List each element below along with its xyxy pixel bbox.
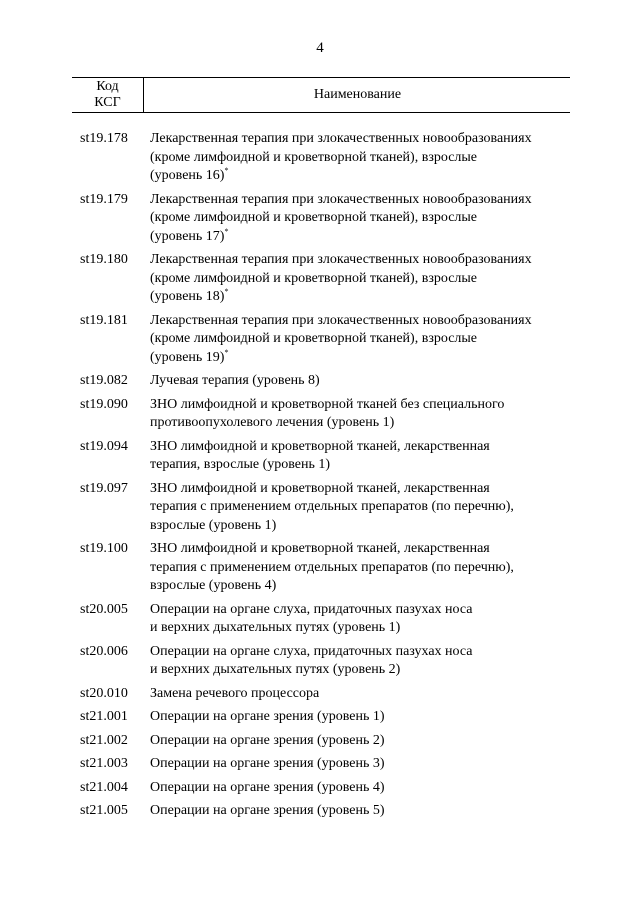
row-name-cell [150,779,572,798]
row-name: Лучевая терапия (уровень 8) [150,373,320,388]
row-code: st20.006 [80,643,128,659]
row-name-cell [150,540,572,596]
row-code: st21.001 [80,709,128,724]
row-name-cell [150,802,572,821]
row-name: Замена речевого процессора [150,685,320,701]
header-name-column: Наименование [313,87,402,102]
header-code-column [72,78,144,112]
table-row [80,802,572,821]
row-code: st21.002 [80,732,128,748]
table-row [80,438,572,475]
table-row [80,191,572,247]
row-code: st19.090 [80,396,128,412]
row-code: st20.005 [80,601,128,617]
row-name-cell [150,251,572,307]
table-row [80,251,572,307]
footnote-marker: * [224,226,229,236]
row-code: st21.003 [80,756,128,771]
row-code: st19.100 [80,541,128,556]
row-code: st19.097 [80,480,128,496]
table-row [80,601,572,638]
row-name-cell [150,601,572,638]
table-row [80,372,572,391]
row-code: st19.094 [80,438,128,454]
row-name-cell [150,438,572,475]
row-name-cell [150,372,572,391]
row-name: Операции на органе слуха, придаточных пазухах носа и верхних дыхательных путях (уровень 2) [150,643,473,677]
table-row [80,643,572,680]
row-name: Лекарственная терапия при злокачественных новообразованиях (кроме лимфоидной и кроветворной тканей), взрослые (уровень 17) [150,191,532,244]
row-name-cell [150,480,572,536]
row-name: Операции на органе зрения (уровень 3) [150,756,385,771]
row-name: Операции на органе зрения (уровень 1) [150,709,385,724]
row-code: st19.179 [80,191,128,207]
header-code-line2: КСГ [94,95,121,110]
row-name: Лекарственная терапия при злокачественных новообразованиях (кроме лимфоидной и кроветворной тканей), взрослые (уровень 18) [150,252,532,304]
table-row [80,685,572,704]
row-code: st19.178 [80,131,128,146]
row-name: Операции на органе зрения (уровень 5) [150,803,385,818]
header-code-line1: Код [96,79,119,94]
row-name-cell [150,708,572,727]
table-row [80,130,572,186]
row-name-cell [150,396,572,433]
table-row [80,540,572,596]
row-code: st19.180 [80,252,128,267]
row-name: ЗНО лимфоидной и кроветворной тканей, лекарственная терапия с применением отдельных препаратов (по перечню), взрослые (уровень 1) [150,480,514,533]
footnote-marker: * [224,166,229,175]
table-row [80,396,572,433]
table-row [80,480,572,536]
row-name: Лекарственная терапия при злокачественных новообразованиях (кроме лимфоидной и кроветворной тканей), взрослые (уровень 19) [150,312,532,365]
row-code: st21.004 [80,779,128,795]
row-name-cell [150,755,572,774]
row-code: st19.082 [80,373,128,388]
table-header [72,77,570,113]
row-name: ЗНО лимфоидной и кроветворной тканей, лекарственная терапия с применением отдельных препаратов (по перечню), взрослые (уровень 4) [150,541,514,593]
row-name: Лекарственная терапия при злокачественных новообразованиях (кроме лимфоидной и кроветворной тканей), взрослые (уровень 16) [150,131,532,183]
table-row [80,755,572,774]
row-name-cell [150,685,572,704]
row-name: ЗНО лимфоидной и кроветворной тканей, лекарственная терапия, взрослые (уровень 1) [150,438,490,472]
table-row [80,732,572,751]
table-row [80,312,572,368]
row-name-cell [150,732,572,751]
row-name: ЗНО лимфоидной и кроветворной тканей без специального противоопухолевого лечения (уровень 1) [150,396,505,430]
footnote-marker: * [224,347,229,357]
row-code: st21.005 [80,803,128,818]
row-name-cell [150,191,572,247]
table-body [80,130,572,826]
footnote-marker: * [224,287,229,296]
row-name-cell [150,312,572,368]
table-row [80,708,572,727]
row-name: Операции на органе зрения (уровень 2) [150,732,385,748]
row-code: st20.010 [80,685,128,701]
row-name: Операции на органе слуха, придаточных пазухах носа и верхних дыхательных путях (уровень 1) [150,601,473,635]
row-name: Операции на органе зрения (уровень 4) [150,779,385,795]
page-number: 4 [316,40,324,56]
row-name-cell [150,643,572,680]
row-code: st19.181 [80,312,128,328]
table-row [80,779,572,798]
row-name-cell [150,130,572,186]
